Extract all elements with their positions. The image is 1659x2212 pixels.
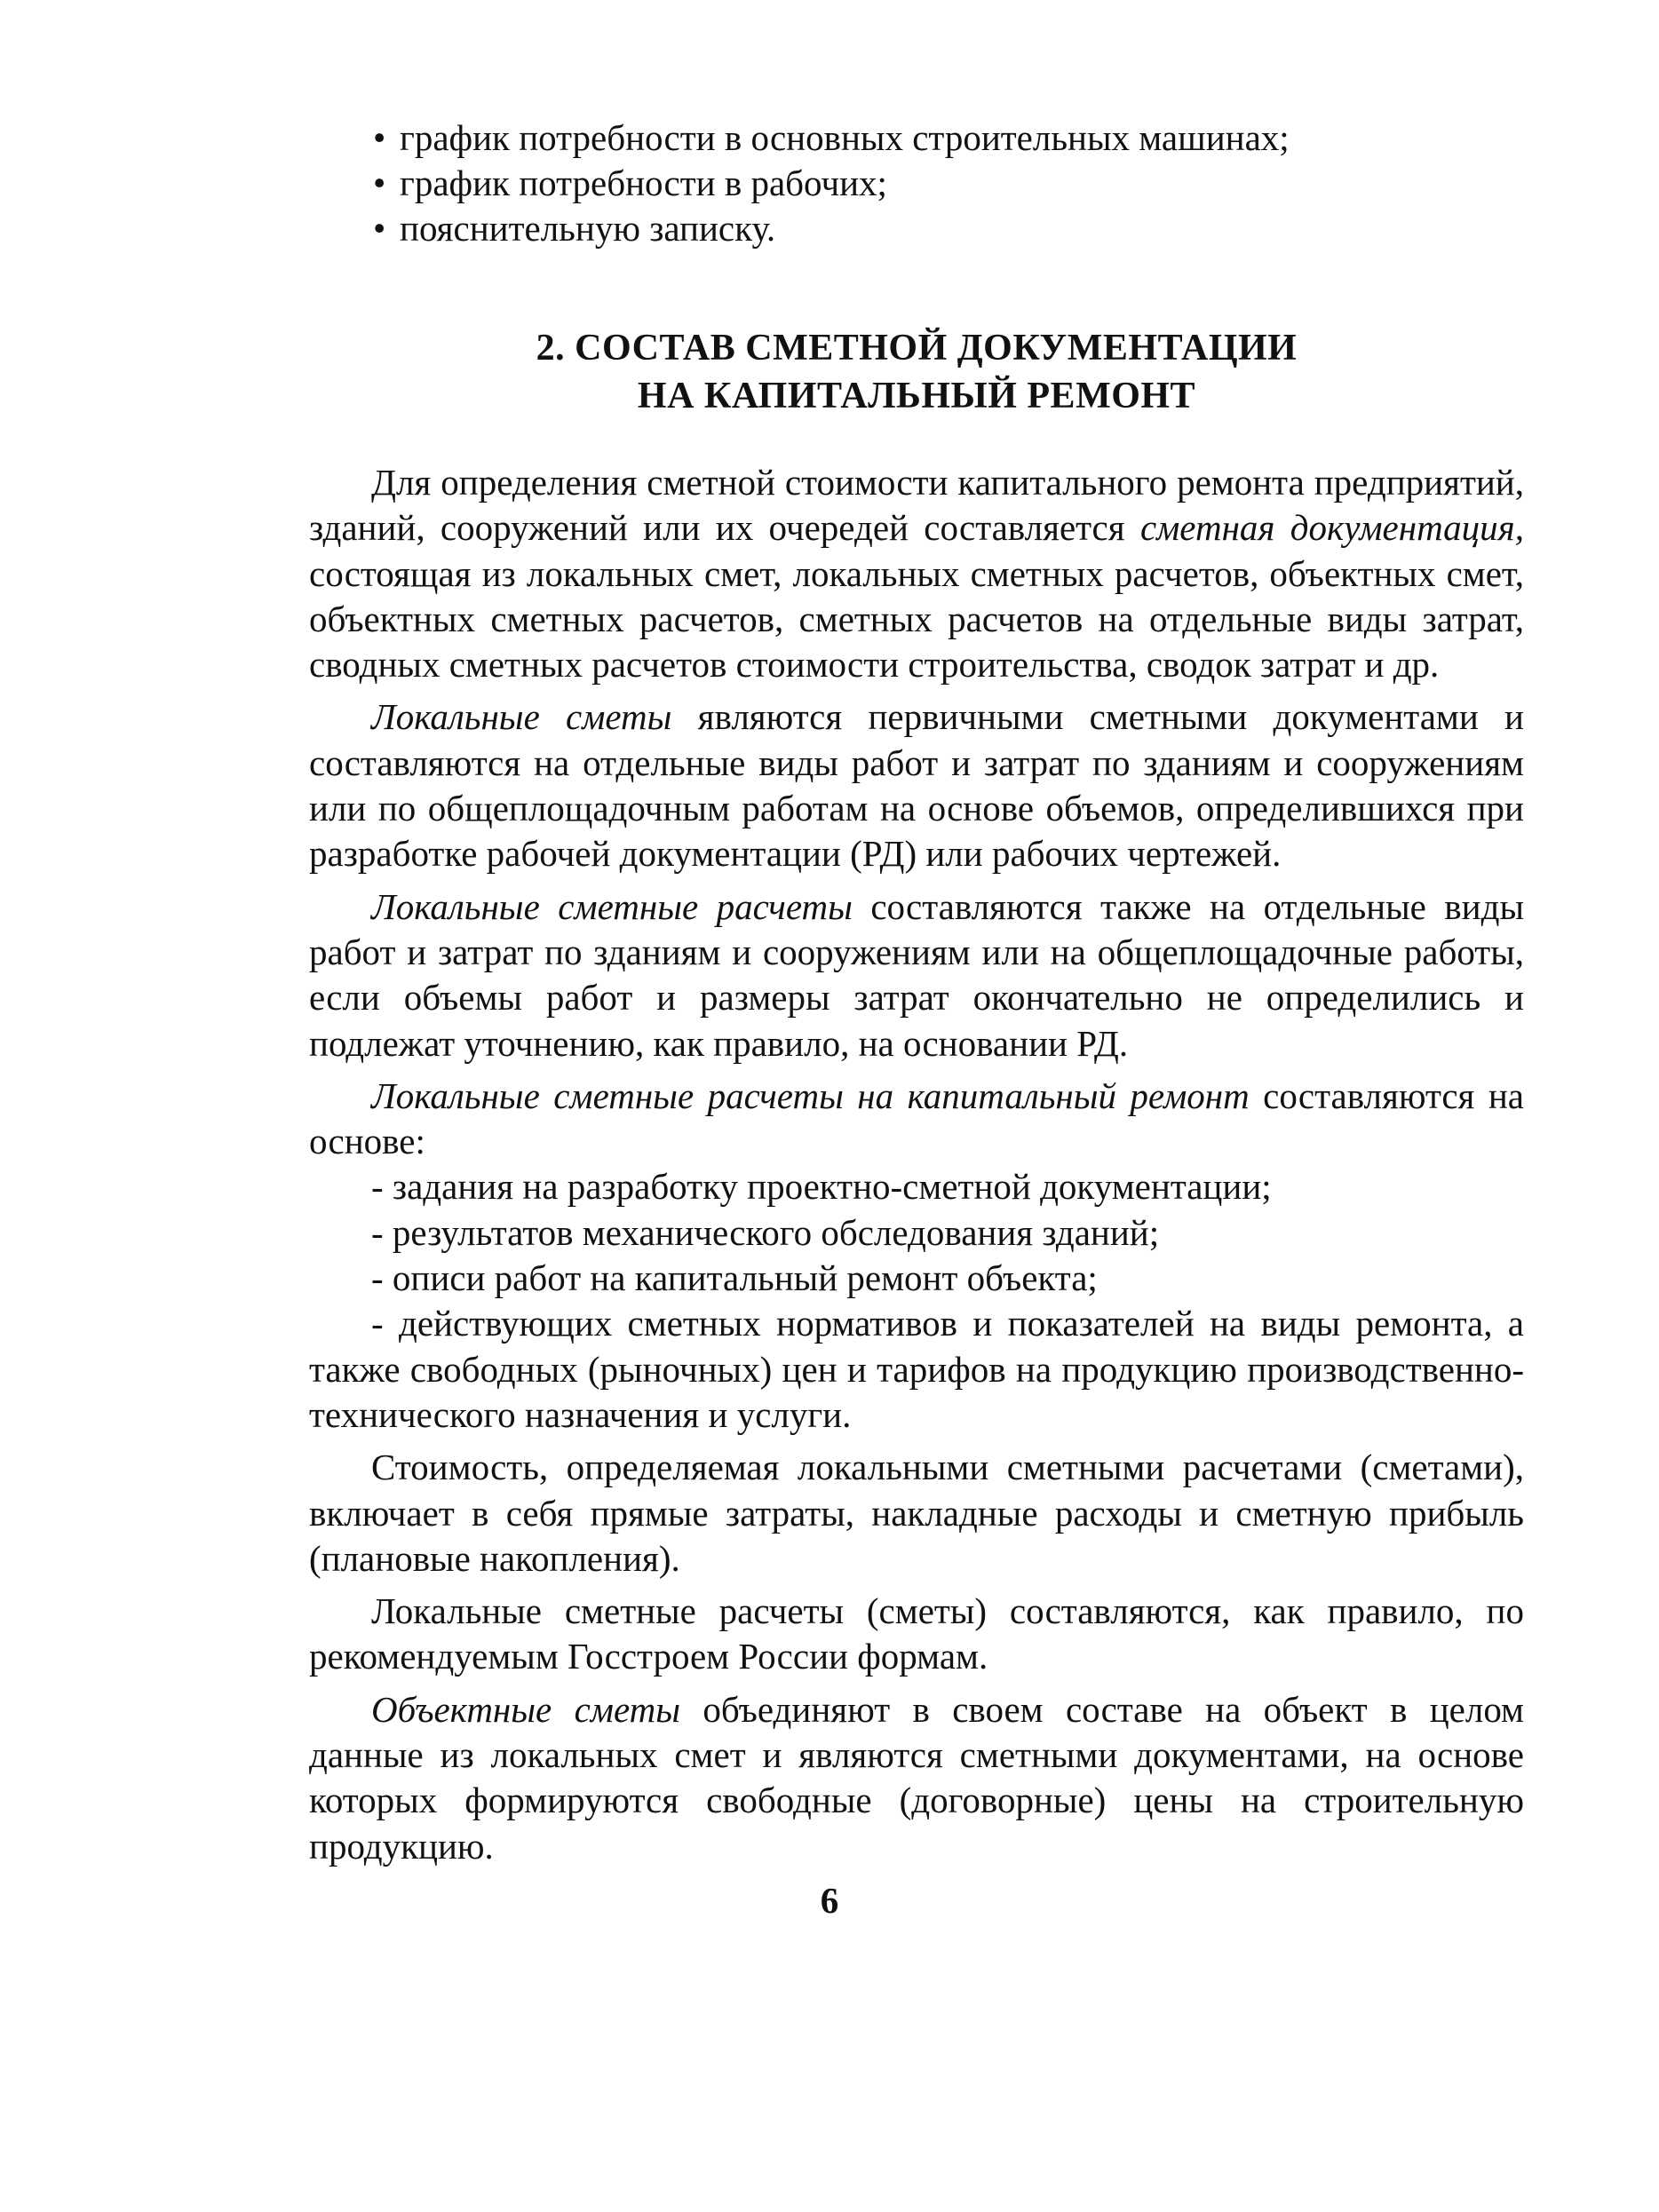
emphasis-term: Локальные сметные расчеты на капитальный ремонт xyxy=(371,1074,1250,1116)
text-run: Для определения сметной стоимости капитального ремонта предприятий, зданий, сооружений или их очередей составляется xyxy=(309,462,1524,549)
emphasis-term: Локальные сметные расчеты xyxy=(371,885,853,927)
bullet-item: • график потребности в рабочих; xyxy=(373,161,1524,206)
section-heading-line: НА КАПИТАЛЬНЫЙ РЕМОНТ xyxy=(637,376,1196,416)
paragraph-object-estimates xyxy=(309,1687,1524,1869)
emphasis-term: Объектные сметы xyxy=(371,1688,680,1730)
page-number: 6 xyxy=(820,1880,839,1921)
paragraph-cost-composition: Стоимость, определяемая локальными сметными расчетами (сметами), включает в себя прямые затраты, накладные расходы и сметную прибыль (плановые накопления). xyxy=(309,1447,1524,1579)
dash-list-item: - результатов механического обследования зданий; xyxy=(371,1211,1160,1253)
text-run: составляются также на отдельные виды работ и затрат по зданиям и сооружениям или на общеплощадочные работы, если объемы работ и размеры затрат окончательно не определились и подлежат уточнению, как правило, на основании РД. xyxy=(309,885,1525,1064)
section-heading xyxy=(309,324,1524,420)
text-run: составляются на основе: xyxy=(309,1074,1524,1162)
dash-list-item: - задания на разработку проектно-сметной документации; xyxy=(371,1166,1272,1208)
text-run: объединяют в своем составе на объект в целом данные из локальных смет и являются сметными документами, на основе которых формируются свободные (договорные) цены на строительную продукцию. xyxy=(309,1688,1524,1867)
bullet-item: • пояснительную записку. xyxy=(373,206,1524,251)
dash-list-item: - описи работ на капитальный ремонт объекта; xyxy=(371,1257,1098,1299)
emphasis-term: Локальные сметы xyxy=(371,696,672,738)
dash-list-item: - действующих сметных нормативов и показателей на виды ремонта, а также свободных (рыночных) цен и тарифов на продукцию производственно-технического назначения и услуги. xyxy=(309,1303,1524,1435)
paragraph-local-estimate-calculations xyxy=(309,884,1524,1066)
paragraph-gosstroy-forms: Локальные сметные расчеты (сметы) составляются, как правило, по рекомендуемым Госстроем России формам. xyxy=(309,1590,1524,1677)
section-heading-line: 2. СОСТАВ СМЕТНОЙ ДОКУМЕНТАЦИИ xyxy=(536,328,1298,369)
paragraph-estimate-documentation xyxy=(309,460,1524,687)
paragraph-local-estimates xyxy=(309,694,1524,876)
emphasis-term: сметная документация, xyxy=(1139,507,1524,549)
text-run: являются первичными сметными документами и составляются на отдельные виды работ и затрат по зданиям и сооружениям или по общеплощадочным работам на основе объемов, определившихся при разработке рабочей документации (РД) или рабочих чертежей. xyxy=(309,696,1524,875)
document-page xyxy=(309,115,1524,1876)
paragraph-capital-repair-calculations xyxy=(309,1074,1524,1165)
bullet-item: • график потребности в основных строительных машинах; xyxy=(373,115,1524,161)
text-run: состоящая из локальных смет, локальных сметных расчетов, объектных смет, объектных сметных расчетов, сметных расчетов на отдельные виды затрат, сводных сметных расчетов стоимости строительства, сводок затрат и др. xyxy=(309,552,1524,686)
bullet-list xyxy=(373,115,1524,251)
